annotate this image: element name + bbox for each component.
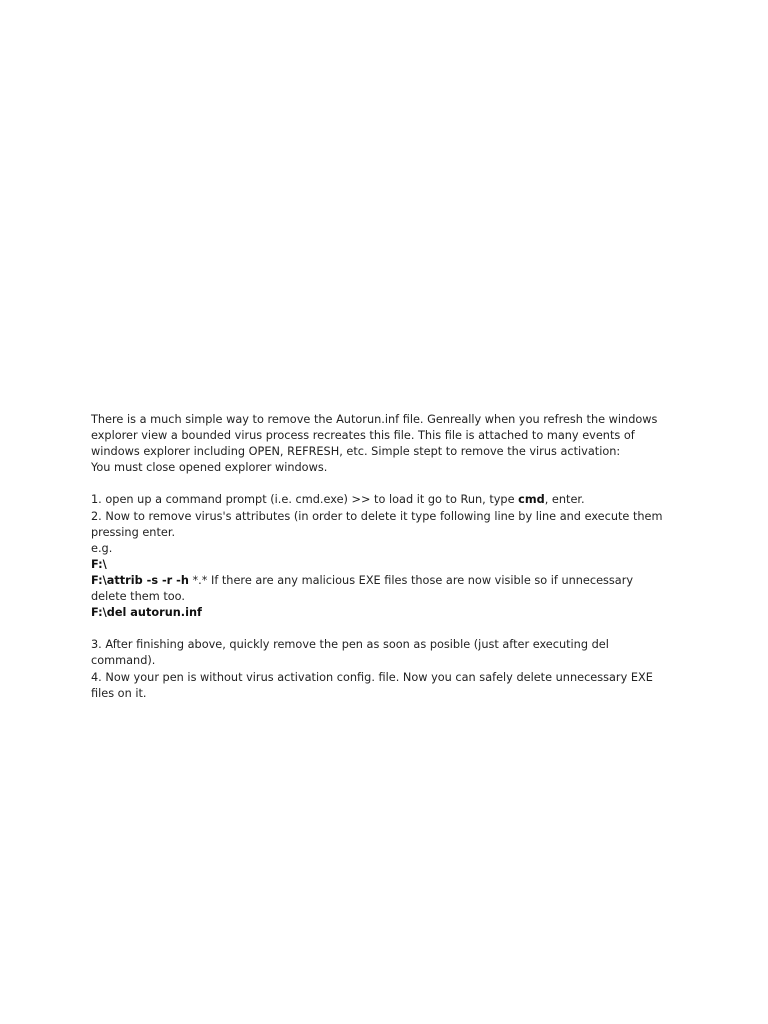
step-4-line-1: 4. Now your pen is without virus activation config. file. Now you can safely delete unnecessary EXE [91,670,653,684]
example-label: e.g. [91,541,113,555]
step-3-line-1: 3. After finishing above, quickly remove the pen as soon as posible (just after executing del [91,638,609,652]
step-3-line-2: command). [91,654,156,668]
step-2-line-2: pressing enter. [91,525,176,539]
del-command-line [91,605,691,621]
del-command: F:\del autorun.inf [91,606,202,620]
attrib-note-continued: delete them too. [91,590,185,604]
drive-command-text: F:\ [91,557,107,571]
step-2-line-1: 2. Now to remove virus's attributes (in order to delete it type following line by line and execute them [91,509,663,523]
intro-line-2: explorer view a bounded virus process recreates this file. This file is attached to many events of [91,429,635,443]
intro-line-1: There is a much simple way to remove the Autorun.inf file. Genreally when you refresh the windows [91,413,658,426]
intro-line-3: windows explorer including OPEN, REFRESH, etc. Simple stept to remove the virus activation: [91,445,621,459]
step-1-suffix: , enter. [544,493,585,507]
attrib-command-line [91,573,691,589]
step-1 [91,492,691,508]
step-1-prefix: 1. open up a command prompt (i.e. cmd.exe) >> to load it go to Run, type [91,493,519,507]
intro-line-4: You must close opened explorer windows. [91,461,328,475]
drive-command [91,557,691,573]
attrib-command: F:\attrib -s -r -h [91,573,189,587]
paragraph-spacer [91,621,691,637]
paragraph-spacer [91,476,691,492]
step-1-command: cmd [518,493,545,507]
article-body [91,412,691,702]
step-4-line-2: files on it. [91,686,147,700]
attrib-note: If there are any malicious EXE files those are now visible so if unnecessary [207,573,634,587]
attrib-args: *.* [188,573,208,587]
